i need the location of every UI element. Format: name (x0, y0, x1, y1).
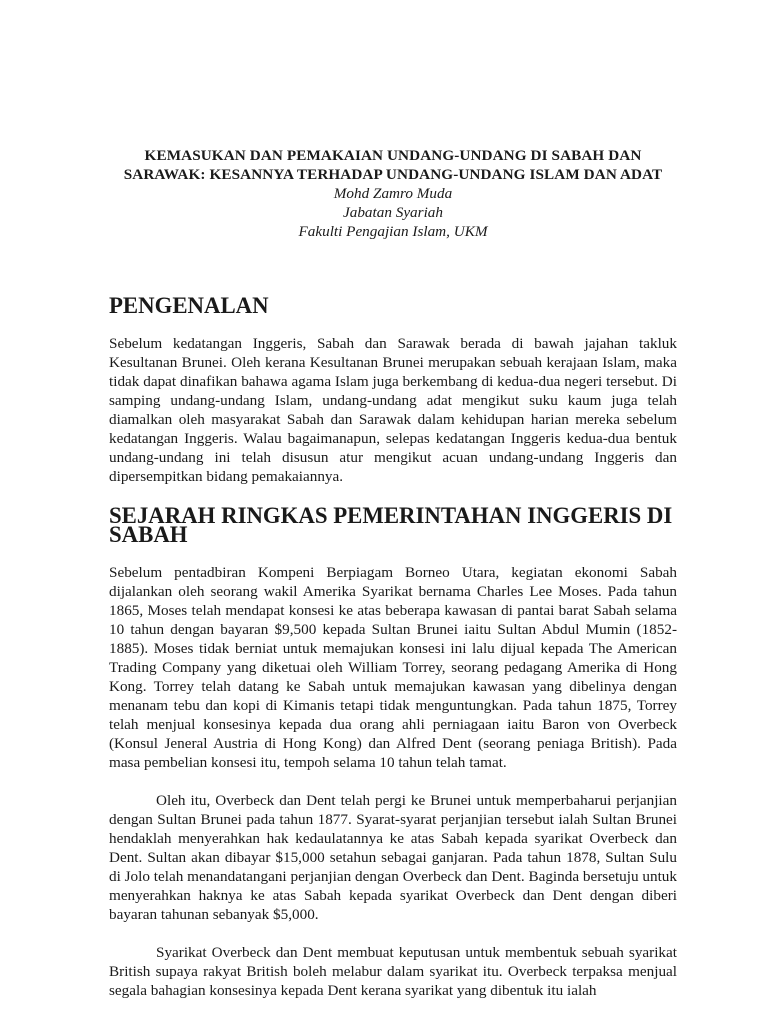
author-faculty: Fakulti Pengajian Islam, UKM (298, 223, 488, 240)
author-name: Mohd Zamro Muda (333, 185, 453, 202)
paragraph: Oleh itu, Overbeck dan Dent telah pergi ke Brunei untuk memperbaharui perjanjian dengan Sultan Brunei pada tahun 1877. Syarat-syarat perjanjian tersebut ialah Sultan Brunei hendaklah menyerahkan hak kedaulatannya ke atas Sabah kepada syarikat Overbeck dan Dent. Sultan akan dibayar $15,000 setahun sebagai ganjaran. Pada tahun 1878, Sultan Sulu di Jolo telah menandatangani perjanjian dengan Overbeck dan Dent. Baginda bersetuju untuk menyerahkan haknya ke atas Sabah kepada syarikat Overbeck dan Dent dengan diberi bayaran tahunan sebanyak $5,000. (109, 792, 677, 923)
title-line-2: SARAWAK: KESANNYA TERHADAP UNDANG-UNDANG ISLAM DAN ADAT (123, 166, 663, 183)
section-heading-pengenalan: PENGENALAN (109, 293, 269, 318)
author-block (109, 184, 677, 241)
paragraph: Syarikat Overbeck dan Dent membuat keputusan untuk membentuk sebuah syarikat British supaya rakyat British boleh melabur dalam syarikat itu. Overbeck terpaksa menjual segala bahagian konsesinya kepada Dent kerana syarikat yang dibentuk itu ialah (109, 944, 677, 999)
paragraph: Sebelum kedatangan Inggeris, Sabah dan Sarawak berada di bawah jajahan takluk Kesultanan Brunei. Oleh kerana Kesultanan Brunei merupakan sebuah kerajaan Islam, maka tidak dapat dinafikan bahawa agama Islam juga berkembang di kedua-dua negeri tersebut. Di samping undang-undang Islam, undang-undang adat mengikut suku kaum juga telah diamalkan oleh masyarakat Sabah dan Sarawak dalam kehidupan harian mereka sebelum kedatangan Inggeris. Walau bagaimanapun, selepas kedatangan Inggeris kedua-dua bentuk undang-undang ini telah disusun atur mengikut acuan undang-undang Inggeris dan dipersempitkan bidang pemakaiannya. (109, 335, 677, 485)
paragraph: Sebelum pentadbiran Kompeni Berpiagam Borneo Utara, kegiatan ekonomi Sabah dijalankan oleh seorang wakil Amerika Syarikat bernama Charles Lee Moses. Pada tahun 1865, Moses telah mendapat konsesi ke atas beberapa kawasan di pantai barat Sabah selama 10 tahun dengan bayaran $9,500 kepada Sultan Brunei iaitu Sultan Abdul Mumin (1852-1885). Moses tidak berniat untuk memajukan konsesi ini lalu dijual kepada The American Trading Company yang diketuai oleh William Torrey, seorang pedagang Amerika di Hong Kong. Torrey telah datang ke Sabah untuk memajukan kawasan yang dibelinya dengan menanam tebu dan kopi di Kimanis tetapi tidak menguntungkan. Pada tahun 1875, Torrey telah menjual konsesinya kepada dua orang ahli perniagaan iaitu Baron von Overbeck (Konsul Jeneral Austria di Hong Kong) dan Alfred Dent (seorang peniaga British). Pada masa pembelian konsesi itu, tempoh selama 10 tahun telah tamat. (109, 564, 677, 771)
title-line-1: KEMASUKAN DAN PEMAKAIAN UNDANG-UNDANG DI SABAH DAN (144, 147, 642, 164)
author-department: Jabatan Syariah (343, 204, 443, 221)
document-page (109, 146, 677, 1000)
document-title (109, 146, 677, 184)
section-heading-sejarah: SEJARAH RINGKAS PEMERINTAHAN INGGERIS DI SABAH (109, 503, 673, 547)
